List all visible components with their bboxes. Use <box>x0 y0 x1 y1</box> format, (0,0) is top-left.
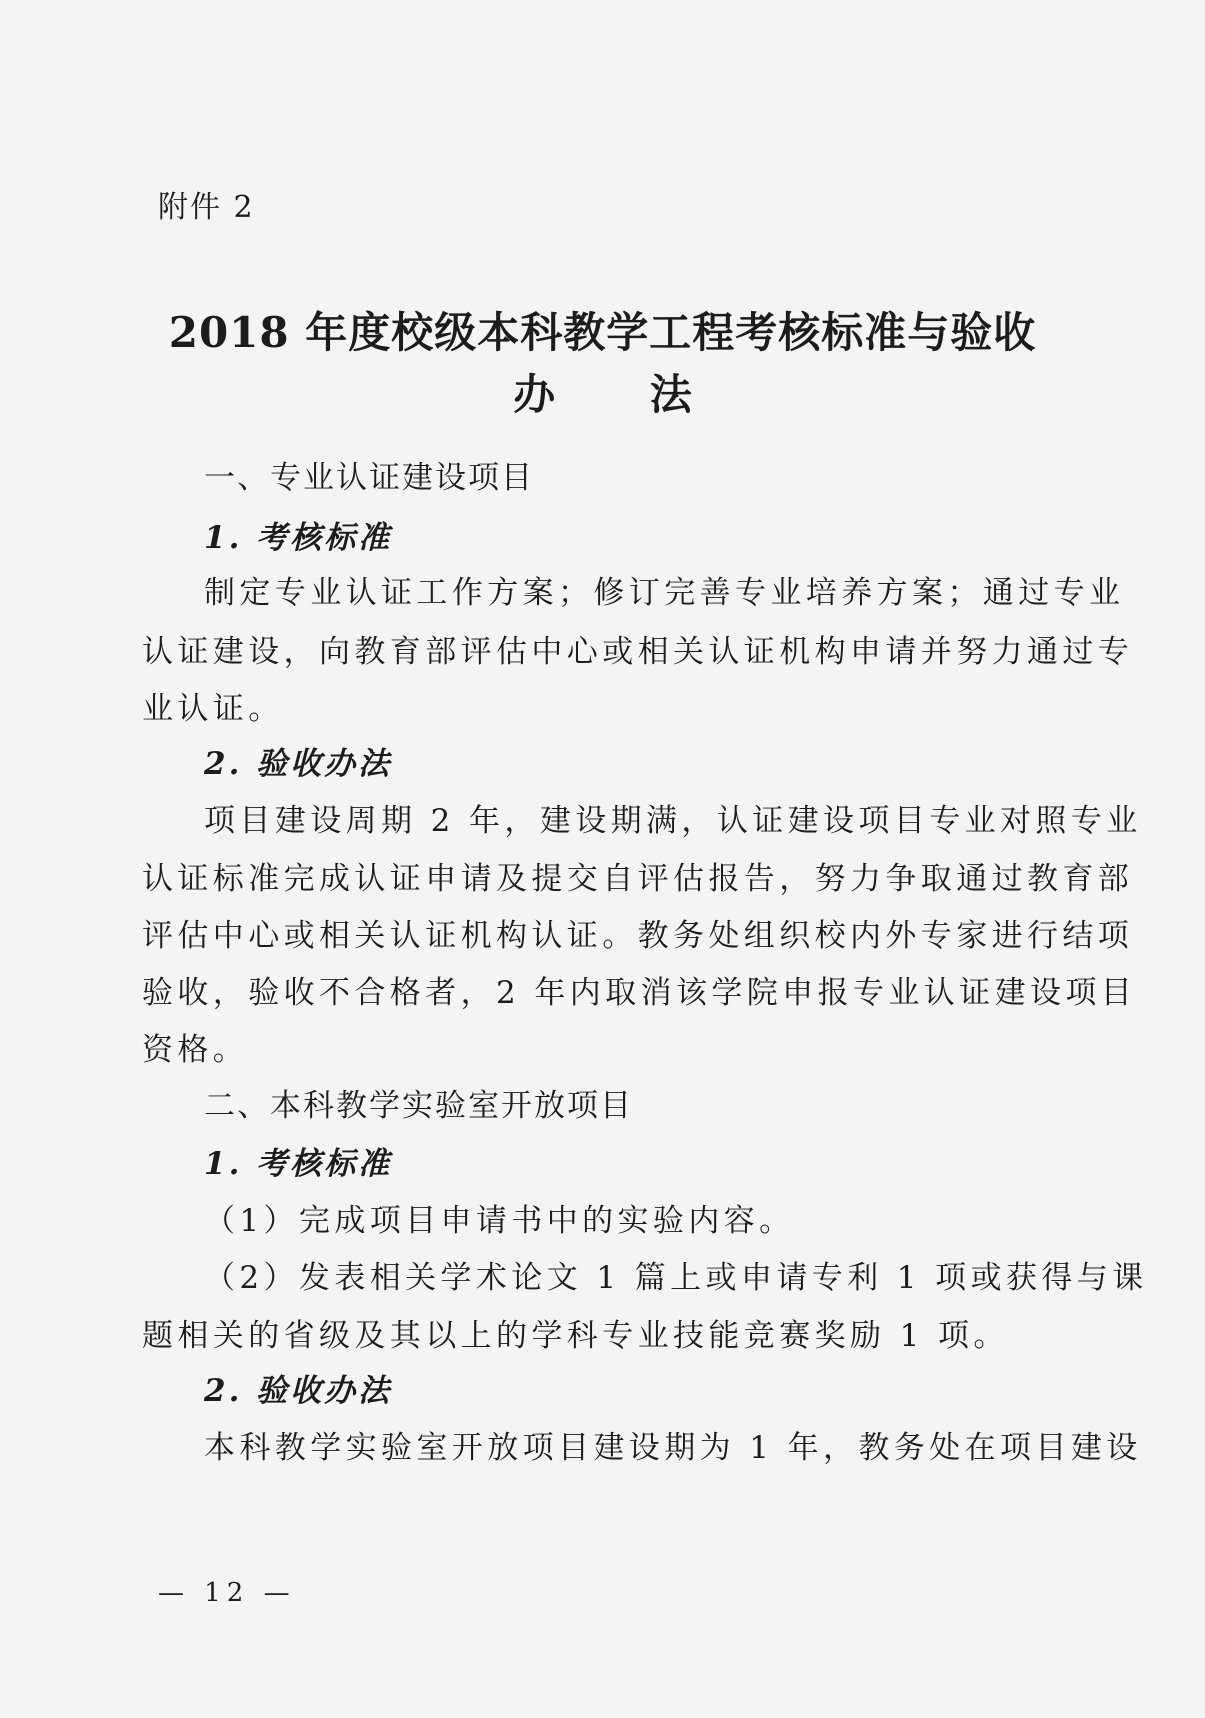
paragraph-line: （2）发表相关学术论文 1 篇上或申请专利 1 项或获得与课 <box>204 1260 1148 1296</box>
paragraph-line: 认证标准完成认证申请及提交自评估报告，努力争取通过教育部 <box>142 861 1134 897</box>
paragraph-line: 本科教学实验室开放项目建设期为 1 年，教务处在项目建设 <box>204 1430 1142 1466</box>
paragraph-line: 资格。 <box>142 1032 249 1068</box>
paragraph-line: 项目建设周期 2 年，建设期满，认证建设项目专业对照专业 <box>204 803 1142 839</box>
paragraph-line: 验收，验收不合格者，2 年内取消该学院申报专业认证建设项目 <box>142 975 1137 1011</box>
section-heading-1: 一、专业认证建设项目 <box>204 460 534 496</box>
document-title-line-2: 办 法 <box>513 370 732 419</box>
paragraph-line: 评估中心或相关认证机构认证。教务处组织校内外专家进行结项 <box>142 918 1134 954</box>
paragraph-line: 业认证。 <box>142 691 284 727</box>
subheading-assessment-standard: 1. 考核标准 <box>204 1146 393 1182</box>
subheading-assessment-standard: 1. 考核标准 <box>204 520 393 556</box>
paragraph-line: 认证建设，向教育部评估中心或相关认证机构申请并努力通过专 <box>142 634 1134 670</box>
paragraph-line: （1）完成项目申请书中的实验内容。 <box>204 1203 795 1239</box>
page-number: — 12 — <box>158 1578 296 1608</box>
paragraph-line: 题相关的省级及其以上的学科专业技能竞赛奖励 1 项。 <box>142 1318 1009 1354</box>
paragraph-line: 制定专业认证工作方案；修订完善专业培养方案；通过专业 <box>204 575 1125 611</box>
subheading-acceptance-method: 2. 验收办法 <box>204 1373 393 1409</box>
attachment-label: 附件 2 <box>158 190 255 225</box>
section-heading-2: 二、本科教学实验室开放项目 <box>204 1088 633 1124</box>
document-title-line-1: 2018 年度校级本科教学工程考核标准与验收 <box>168 308 1037 357</box>
subheading-acceptance-method: 2. 验收办法 <box>204 746 393 782</box>
